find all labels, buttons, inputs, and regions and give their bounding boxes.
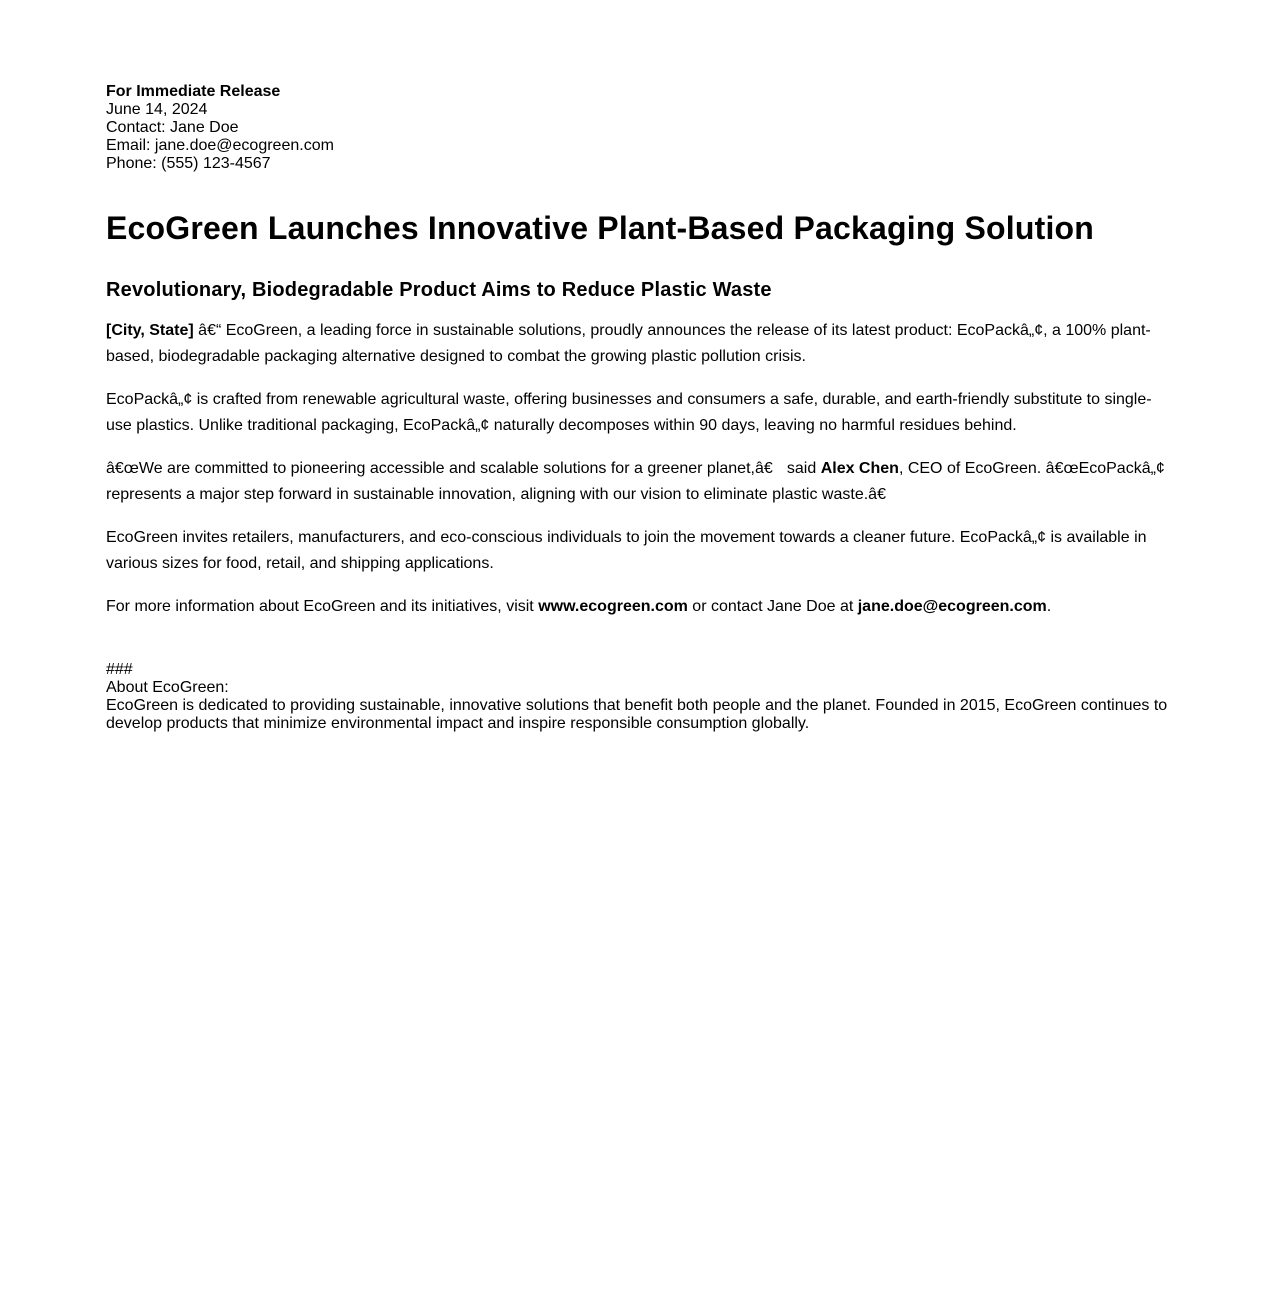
paragraph-invite: EcoGreen invites retailers, manufacturers, and eco-conscious individuals to join the movement towards a cleaner future. EcoPackâ„¢ is available in various sizes for food, retail, and shipping applications. xyxy=(106,529,1147,572)
more-info-end: . xyxy=(1046,598,1052,615)
subheadline: Revolutionary, Biodegradable Product Aims to Reduce Plastic Waste xyxy=(106,279,772,301)
paragraph-quote xyxy=(106,456,1172,507)
footer-block xyxy=(106,661,1172,733)
release-date: June 14, 2024 xyxy=(106,101,208,118)
paragraph-intro-text: â€“ EcoGreen, a leading force in sustainable solutions, proudly announces the release of its latest product: EcoPackâ„¢, a 100% plant-based, biodegradable packaging alternative designed to combat the growing plastic pollution crisis. xyxy=(106,322,1151,365)
website-link[interactable]: www.ecogreen.com xyxy=(538,598,688,615)
paragraph-more-info xyxy=(106,594,1172,620)
about-text: EcoGreen is dedicated to providing sustainable, innovative solutions that benefit both people and the planet. Founded in 2015, EcoGreen continues to develop products that minimize environmental impact and inspire responsible consumption globally. xyxy=(106,696,1168,732)
contact-phone: Phone: (555) 123-4567 xyxy=(106,155,271,172)
about-heading: About EcoGreen: xyxy=(106,678,229,696)
quote-after: , CEO of EcoGreen. â€œEcoPackâ„¢ represents a major step forward in sustainable innovation, aligning with our vision to eliminate plastic waste.â€ xyxy=(106,460,1165,503)
end-mark: ### xyxy=(106,660,133,678)
paragraph-product: EcoPackâ„¢ is crafted from renewable agricultural waste, offering businesses and consumers a safe, durable, and earth-friendly substitute to single-use plastics. Unlike traditional packaging, EcoPackâ„¢ naturally decomposes within 90 days, leaving no harmful residues behind. xyxy=(106,391,1152,434)
ceo-name: Alex Chen xyxy=(820,460,899,477)
quote-before: â€œWe are committed to pioneering accessible and scalable solutions for a greener planet,â€ said xyxy=(106,460,821,477)
contact-block xyxy=(106,83,1172,173)
headline: EcoGreen Launches Innovative Plant-Based Packaging Solution xyxy=(106,210,1095,246)
dateline: [City, State] xyxy=(106,322,194,339)
release-label: For Immediate Release xyxy=(106,83,281,100)
contact-email: Email: jane.doe@ecogreen.com xyxy=(106,137,334,154)
more-info-before: For more information about EcoGreen and its initiatives, visit xyxy=(106,598,539,615)
paragraph-intro xyxy=(106,318,1172,369)
email-link[interactable]: jane.doe@ecogreen.com xyxy=(857,598,1047,615)
more-info-middle: or contact Jane Doe at xyxy=(687,598,858,615)
contact-name: Contact: Jane Doe xyxy=(106,119,239,136)
